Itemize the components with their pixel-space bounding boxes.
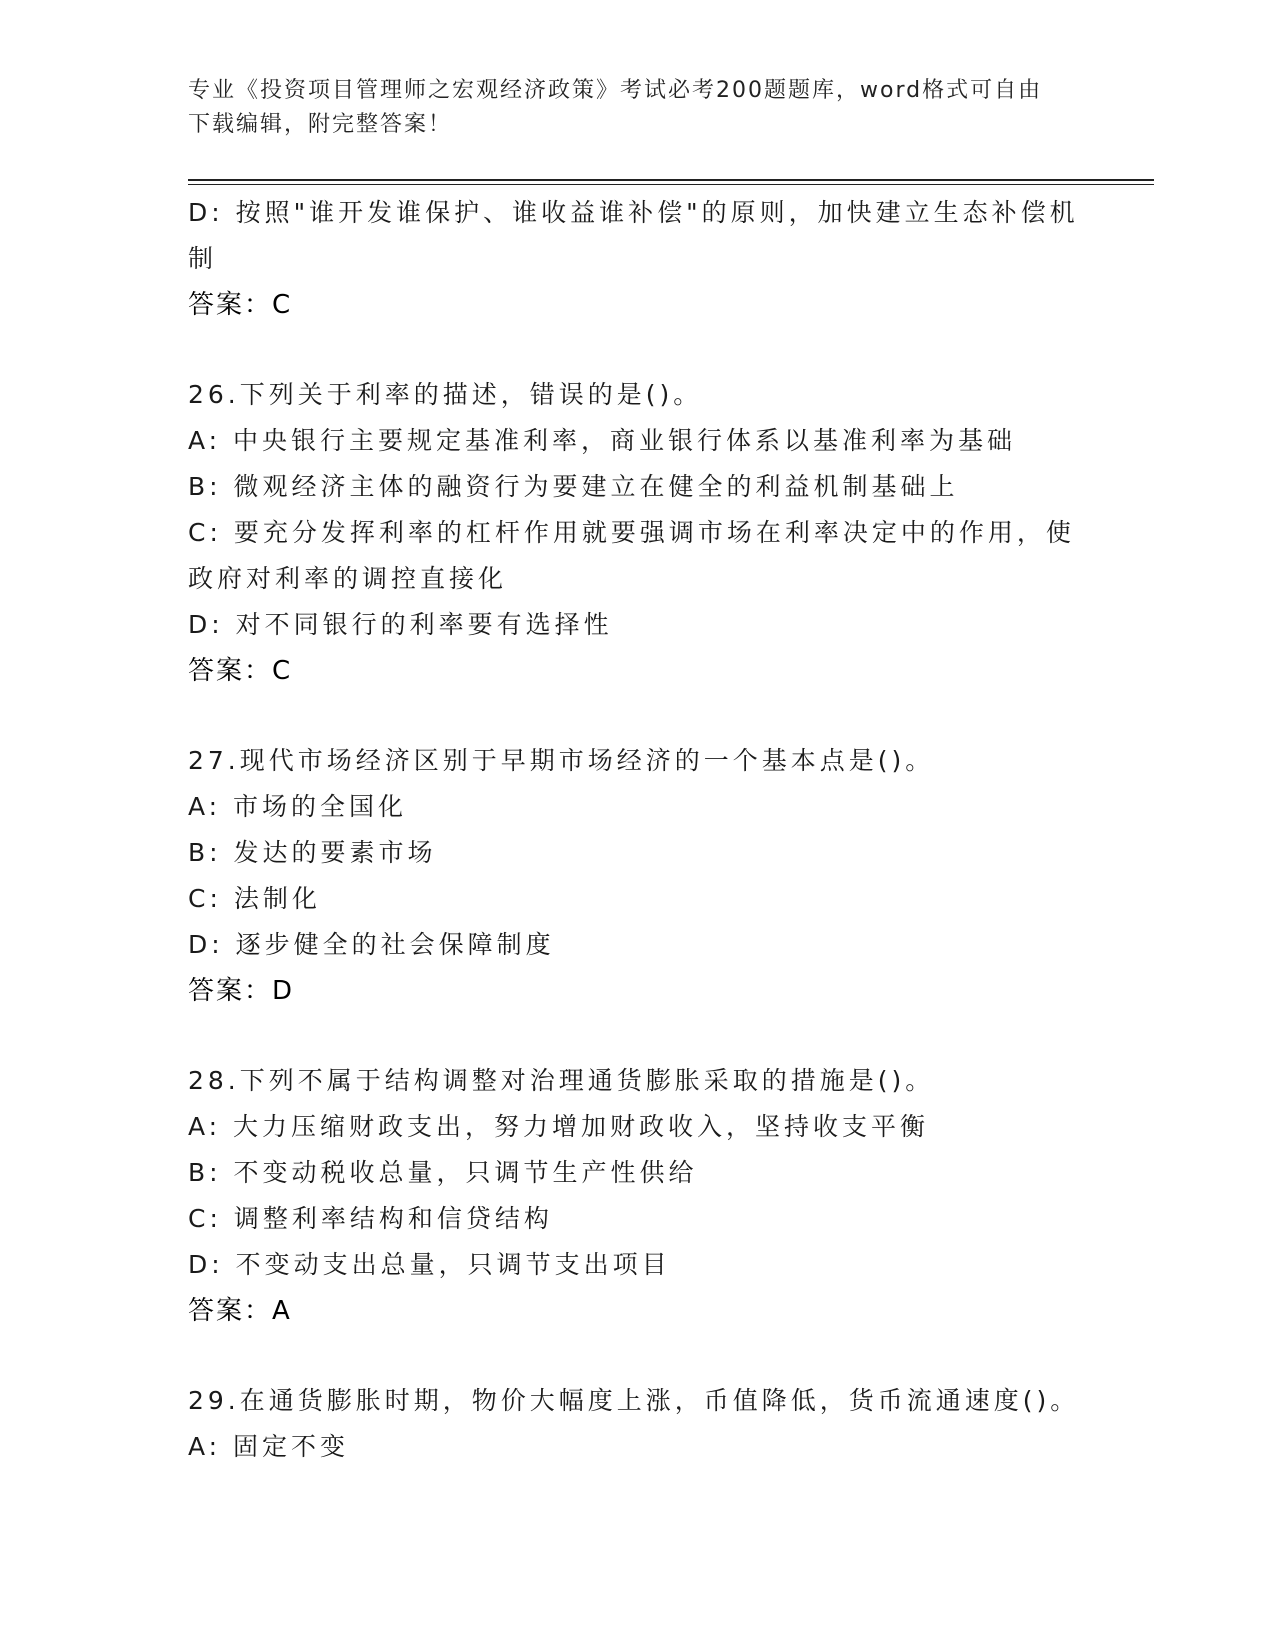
answer-label: 答案：C bbox=[188, 290, 293, 320]
option-c-line-2: 政府对利率的调控直接化 bbox=[188, 564, 508, 593]
document-header bbox=[188, 74, 1088, 142]
option-b: B: 不变动税收总量，只调节生产性供给 bbox=[188, 1158, 698, 1187]
question-stem: 26.下列关于利率的描述，错误的是()。 bbox=[188, 380, 703, 409]
answer-label: 答案：C bbox=[188, 656, 293, 686]
answer-label: 答案：D bbox=[188, 976, 295, 1006]
option-a: A: 固定不变 bbox=[188, 1432, 350, 1461]
answer-label: 答案：A bbox=[188, 1296, 292, 1326]
option-a: A: 中央银行主要规定基准利率，商业银行体系以基准利率为基础 bbox=[188, 426, 1017, 455]
question-stem: 27.现代市场经济区别于早期市场经济的一个基本点是()。 bbox=[188, 746, 935, 775]
header-line-2: 下载编辑，附完整答案！ bbox=[188, 112, 453, 137]
question-stem: 28.下列不属于结构调整对治理通货膨胀采取的措施是()。 bbox=[188, 1066, 935, 1095]
option-c-line-1: C: 要充分发挥利率的杠杆作用就要强调市场在利率决定中的作用，使 bbox=[188, 518, 1075, 547]
option-b: B: 微观经济主体的融资行为要建立在健全的利益机制基础上 bbox=[188, 472, 959, 501]
option-c: C: 法制化 bbox=[188, 884, 321, 913]
question-stem: 29.在通货膨胀时期，物价大幅度上涨，币值降低，货币流通速度()。 bbox=[188, 1386, 1080, 1415]
option-d-line-2: 制 bbox=[188, 244, 218, 273]
option-a: A: 大力压缩财政支出，努力增加财政收入，坚持收支平衡 bbox=[188, 1112, 930, 1141]
header-line-1: 专业《投资项目管理师之宏观经济政策》考试必考200题题库，word格式可自由 bbox=[188, 78, 1043, 103]
question-29 bbox=[188, 1378, 1088, 1470]
header-divider-thick bbox=[188, 179, 1154, 181]
question-list bbox=[188, 190, 1088, 1470]
question-25-continuation bbox=[188, 190, 1088, 328]
option-b: B: 发达的要素市场 bbox=[188, 838, 437, 867]
option-d-line-1: D: 按照"谁开发谁保护、谁收益谁补偿"的原则，加快建立生态补偿机 bbox=[188, 198, 1079, 227]
option-c: C: 调整利率结构和信贷结构 bbox=[188, 1204, 553, 1233]
option-d: D: 对不同银行的利率要有选择性 bbox=[188, 610, 613, 639]
option-d: D: 逐步健全的社会保障制度 bbox=[188, 930, 555, 959]
question-27 bbox=[188, 738, 1088, 1014]
option-a: A: 市场的全国化 bbox=[188, 792, 408, 821]
question-26 bbox=[188, 372, 1088, 694]
option-d: D: 不变动支出总量，只调节支出项目 bbox=[188, 1250, 671, 1279]
header-divider-thin bbox=[188, 184, 1154, 185]
question-28 bbox=[188, 1058, 1088, 1334]
